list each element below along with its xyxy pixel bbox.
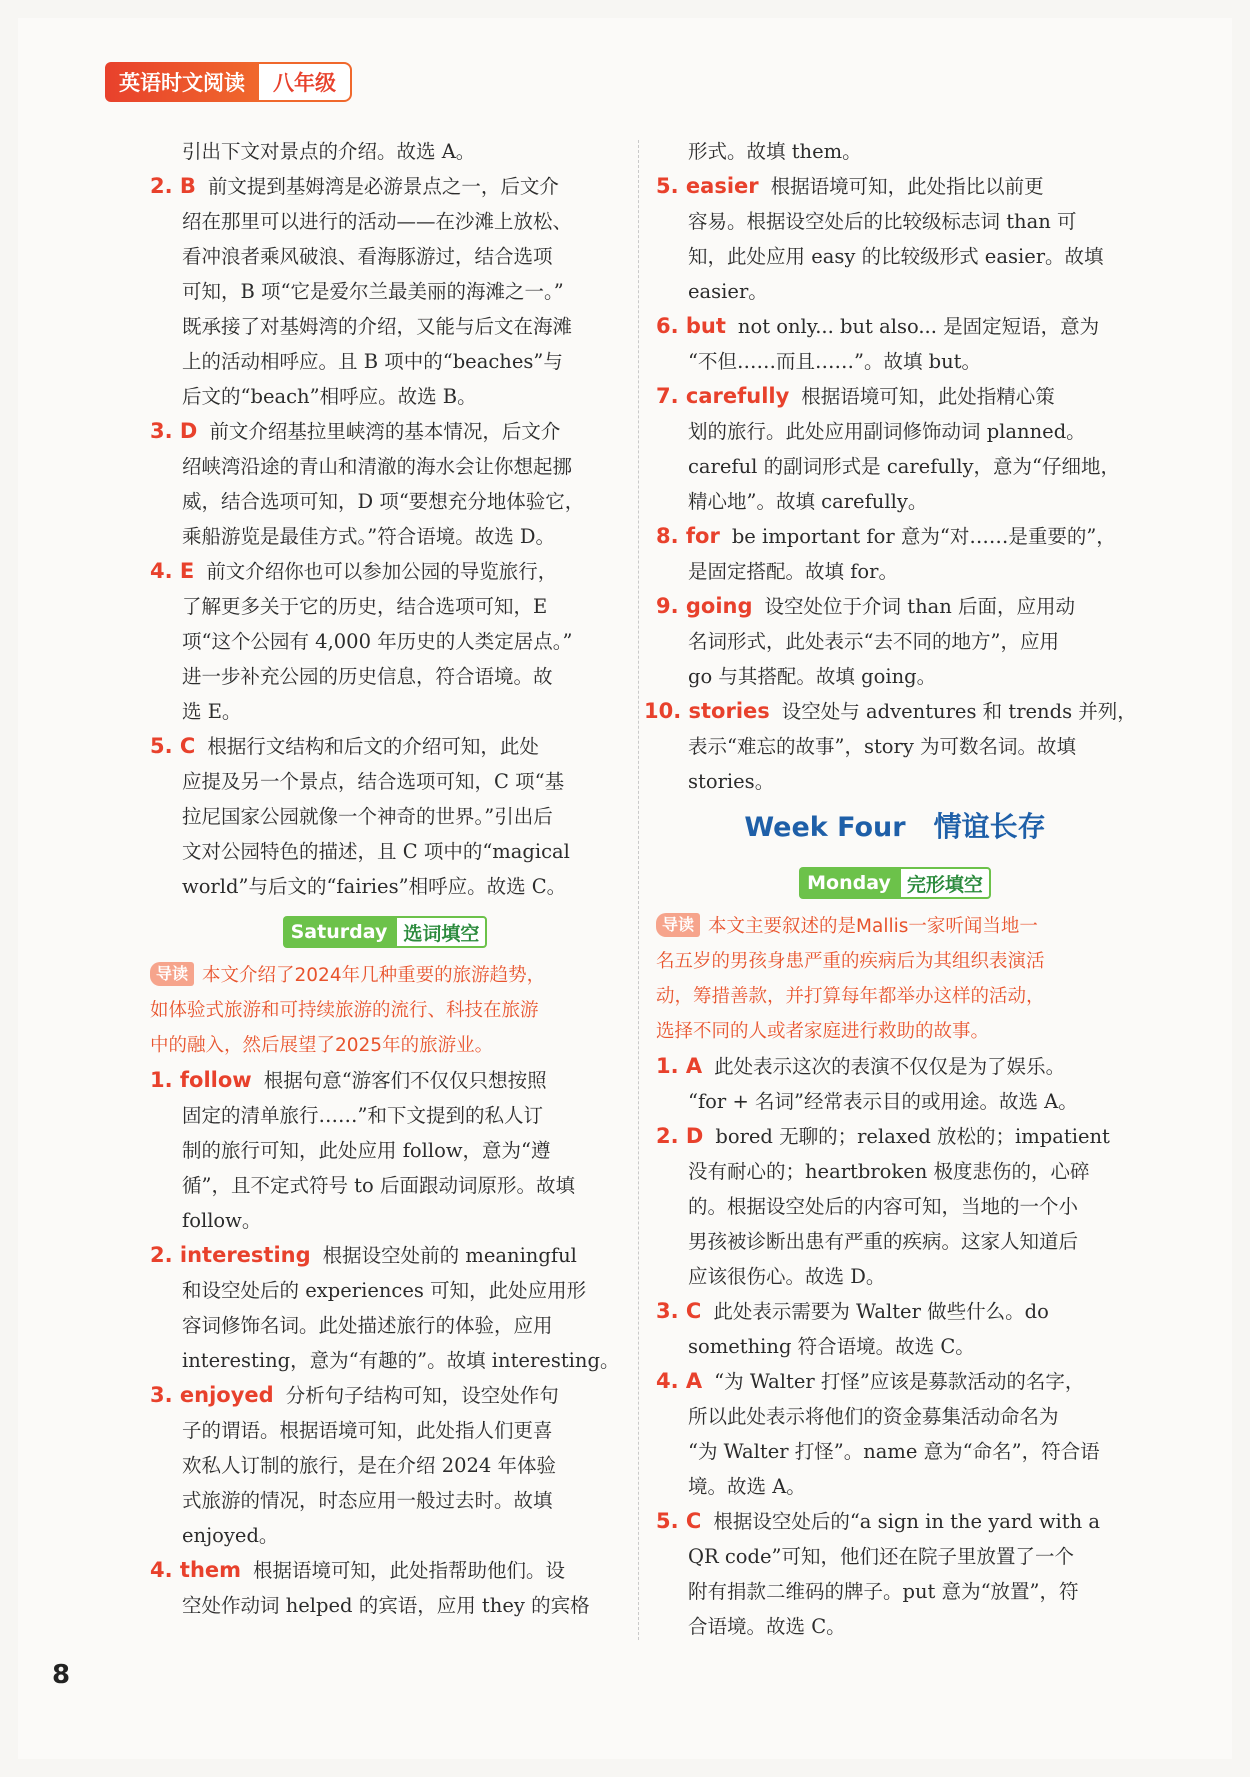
grade-label: 八年级 (259, 62, 352, 102)
answer-line: 划的旅行。此处应用副词修饰动词 planned。 (688, 420, 1086, 443)
answer-line: 表示“难忘的故事”，story 为可数名词。故填 (688, 735, 1077, 758)
book-title: 英语时文阅读 (105, 62, 259, 102)
answer-line (656, 1504, 1134, 1539)
answer-item (656, 379, 1134, 519)
answer-line: 了解更多关于它的历史，结合选项可知，E (182, 595, 548, 618)
section-heading (150, 916, 620, 948)
answer-line: enjoyed。 (182, 1524, 279, 1547)
answer-item (656, 169, 1134, 309)
answer-line: 合语境。故选 C。 (688, 1615, 846, 1638)
answer-line: interesting，意为“有趣的”。故填 interesting。 (182, 1349, 620, 1372)
answer-line (150, 169, 620, 204)
answer-number: 3. D (150, 419, 198, 443)
answer-line (644, 694, 1137, 729)
answer-line: 应提及另一个景点，结合选项可知，C 项“基 (182, 770, 565, 793)
answer-item (656, 1049, 1134, 1119)
answer-number: 1. A (656, 1054, 703, 1078)
answer-number: 1. follow (150, 1068, 252, 1092)
answer-line (150, 414, 620, 449)
answer-line: 的。根据设空处后的内容可知，当地的一个小 (688, 1195, 1079, 1218)
week-heading (656, 805, 1134, 855)
answer-line: “for + 名词”经常表示目的或用途。故选 A。 (688, 1090, 1078, 1113)
answer-text: 设空处位于介词 than 后面，应用动 (764, 595, 1076, 618)
answer-number: 3. enjoyed (150, 1383, 274, 1407)
section-heading (656, 867, 1134, 899)
answer-number: 4. A (656, 1369, 703, 1393)
answer-line: 文对公园特色的描述，且 C 项中的“magical (182, 840, 570, 863)
answer-line: 男孩被诊断出患有严重的疾病。这家人知道后 (688, 1230, 1079, 1253)
answer-text: 前文介绍你也可以参加公园的导览旅行， (206, 560, 558, 583)
answer-line: 名词形式，此处表示“去不同的地方”，应用 (688, 630, 1059, 653)
guide-line (656, 979, 1134, 1014)
answer-text: 根据语境可知，此处指帮助他们。设 (253, 1559, 566, 1582)
guide-text: 中的融入，然后展望了2025年的旅游业。 (150, 1035, 494, 1056)
guide-tag: 导读 (150, 962, 194, 986)
answer-number: 7. carefully (656, 384, 790, 408)
answer-line: 是固定搭配。故填 for。 (688, 560, 898, 583)
answer-line: 绍在那里可以进行的活动——在沙滩上放松、 (182, 210, 573, 233)
answer-text: 根据行文结构和后文的介绍可知，此处 (207, 735, 539, 758)
answer-number: 8. for (656, 524, 720, 548)
guide-text: 选择不同的人或者家庭进行救助的故事。 (656, 1021, 990, 1042)
answer-line (656, 309, 1134, 344)
page-number: 8 (52, 1660, 71, 1690)
answer-number: 5. C (150, 734, 196, 758)
guide-text: 动，筹措善款，并打算每年都举办这样的活动， (656, 986, 1045, 1007)
column-divider (638, 140, 639, 1640)
section-day: Monday (799, 867, 899, 899)
answer-number: 4. them (150, 1558, 242, 1582)
answer-number: 2. interesting (150, 1243, 311, 1267)
answer-number: 2. B (150, 174, 196, 198)
answer-text: not only... but also... 是固定短语，意为 (737, 315, 1100, 338)
answer-line (656, 1119, 1134, 1154)
answer-number: 10. stories (644, 699, 770, 723)
answer-line (656, 519, 1134, 554)
answer-item (656, 519, 1134, 589)
answer-line: 项“这个公园有 4,000 年历史的人类定居点。” (182, 630, 573, 653)
answer-item (150, 729, 620, 904)
answer-number: 5. C (656, 1509, 702, 1533)
answer-line: 进一步补充公园的历史信息，符合语境。故 (182, 665, 553, 688)
guide-line (656, 944, 1134, 979)
header-badge (105, 62, 352, 102)
answer-line: 绍峡湾沿途的青山和清澈的海水会让你想起挪 (182, 455, 573, 478)
answer-line: 附有捐款二维码的牌子。put 意为“放置”，符 (688, 1580, 1079, 1603)
answer-line: 境。故选 A。 (688, 1475, 806, 1498)
guide-line (150, 993, 620, 1028)
section-type: 完形填空 (899, 867, 991, 899)
answer-text: 设空处与 adventures 和 trends 并列， (781, 700, 1137, 723)
answer-line: 没有耐心的；heartbroken 极度悲伤的，心碎 (688, 1160, 1090, 1183)
section-tag (799, 867, 991, 899)
answer-number: 3. C (656, 1299, 702, 1323)
answer-item (656, 1294, 1134, 1364)
answer-line: 所以此处表示将他们的资金募集活动命名为 (688, 1405, 1059, 1428)
answer-item (150, 554, 620, 729)
answer-text: 前文介绍基拉里峡湾的基本情况，后文介 (209, 420, 561, 443)
answer-text: 根据设空处前的 meaningful (322, 1244, 577, 1267)
answer-item (656, 309, 1134, 379)
guide-text: 本文介绍了2024年几种重要的旅游趋势， (202, 965, 546, 986)
answer-line: 后文的“beach”相呼应。故选 B。 (182, 385, 477, 408)
answer-line: QR code”可知，他们还在院子里放置了一个 (688, 1545, 1075, 1568)
answer-line: 和设空处后的 experiences 可知，此处应用形 (182, 1279, 587, 1302)
intro-line: 形式。故填 them。 (688, 140, 862, 163)
week-title-zh: 情谊长存 (933, 810, 1046, 843)
guide-tag: 导读 (656, 913, 700, 937)
answer-text: 此处表示需要为 Walter 做些什么。do (713, 1300, 1049, 1323)
answer-item (656, 589, 1134, 694)
answer-text: “为 Walter 打怪”应该是募款活动的名字， (714, 1370, 1085, 1393)
answer-number: 9. going (656, 594, 753, 618)
answer-line (656, 1049, 1134, 1084)
answer-line: 制的旅行可知，此处应用 follow，意为“遵 (182, 1139, 551, 1162)
answer-line: careful 的副词形式是 carefully，意为“仔细地， (688, 455, 1120, 478)
answer-item (150, 414, 620, 554)
answer-line: 拉尼国家公园就像一个神奇的世界。”引出后 (182, 805, 553, 828)
answer-line (656, 169, 1134, 204)
answer-line: world”与后文的“fairies”相呼应。故选 C。 (182, 875, 567, 898)
answer-line: “为 Walter 打怪”。name 意为“命名”，符合语 (688, 1440, 1100, 1463)
answer-number: 4. E (150, 559, 195, 583)
intro-line: 引出下文对景点的介绍。故选 A。 (182, 140, 476, 163)
answer-text: 根据语境可知，此处指精心策 (801, 385, 1055, 408)
answer-item (150, 169, 620, 414)
guide-line (656, 1014, 1134, 1049)
section-tag (283, 916, 488, 948)
answer-line (150, 1238, 620, 1273)
guide-line (150, 958, 620, 993)
answer-text: 根据语境可知，此处指比以前更 (770, 175, 1044, 198)
section-day: Saturday (283, 916, 396, 948)
answer-line: 容词修饰名词。此处描述旅行的体验，应用 (182, 1314, 553, 1337)
answer-line: something 符合语境。故选 C。 (688, 1335, 975, 1358)
answer-line (656, 589, 1134, 624)
answer-line: 子的谓语。根据语境可知，此处指人们更喜 (182, 1419, 553, 1442)
answer-line: 既承接了对基姆湾的介绍，又能与后文在海滩 (182, 315, 573, 338)
answer-line: 空处作动词 helped 的宾语，应用 they 的宾格 (182, 1594, 590, 1617)
section-type: 选词填空 (395, 916, 487, 948)
week-title-en: Week Four (744, 812, 906, 843)
answer-line: 威，结合选项可知，D 项“要想充分地体验它， (182, 490, 585, 513)
guide-text: 本文主要叙述的是Mallis一家听闻当地一 (708, 916, 1038, 937)
answer-item (150, 1063, 620, 1238)
answer-text: 根据设空处后的“a sign in the yard with a (713, 1510, 1101, 1533)
answer-item (150, 1238, 620, 1378)
answer-item (150, 1553, 620, 1623)
answer-item (656, 1119, 1134, 1294)
answer-text: 分析句子结构可知，设空处作句 (285, 1384, 559, 1407)
guide-text: 名五岁的男孩身患严重的疾病后为其组织表演活 (656, 951, 1045, 972)
answer-line (150, 1553, 620, 1588)
answer-line (150, 1063, 620, 1098)
answer-line: stories。 (688, 770, 775, 793)
answer-number: 5. easier (656, 174, 759, 198)
answer-line (150, 554, 620, 589)
answer-line: easier。 (688, 280, 768, 303)
left-column (150, 134, 620, 1623)
answer-line: 欢私人订制的旅行，是在介绍 2024 年体验 (182, 1454, 557, 1477)
answer-line (150, 1378, 620, 1413)
answer-line (656, 1364, 1134, 1399)
answer-line: 固定的清单旅行……”和下文提到的私人订 (182, 1104, 543, 1127)
answer-line: 看冲浪者乘风破浪、看海豚游过，结合选项 (182, 245, 553, 268)
answer-line: follow。 (182, 1209, 262, 1232)
answer-item (656, 1364, 1134, 1504)
answer-line: go 与其搭配。故填 going。 (688, 665, 937, 688)
answer-text: 根据句意“游客们不仅仅只想按照 (263, 1069, 547, 1092)
answer-line: 应该很伤心。故选 D。 (688, 1265, 886, 1288)
answer-line: 可知，B 项“它是爱尔兰最美丽的海滩之一。” (182, 280, 564, 303)
answer-line: 精心地”。故填 carefully。 (688, 490, 928, 513)
answer-line (150, 729, 620, 764)
answer-line: 容易。根据设空处后的比较级标志词 than 可 (688, 210, 1077, 233)
answer-item (150, 1378, 620, 1553)
answer-item (656, 1504, 1134, 1644)
answer-line (656, 1294, 1134, 1329)
guide-text: 如体验式旅游和可持续旅游的流行、科技在旅游 (150, 1000, 539, 1021)
answer-text: 前文提到基姆湾是必游景点之一，后文介 (207, 175, 559, 198)
answer-line: 选 E。 (182, 700, 242, 723)
answer-line: “不但……而且……”。故填 but。 (688, 350, 982, 373)
answer-number: 6. but (656, 314, 726, 338)
answer-number: 2. D (656, 1124, 704, 1148)
answer-line: 乘船游览是最佳方式。”符合语境。故选 D。 (182, 525, 556, 548)
answer-text: be important for 意为“对……是重要的”， (731, 525, 1116, 548)
answer-item (644, 694, 1137, 799)
answer-line (656, 379, 1134, 414)
answer-text: bored 无聊的；relaxed 放松的；impatient (715, 1125, 1110, 1148)
answer-line: 式旅游的情况，时态应用一般过去时。故填 (182, 1489, 553, 1512)
answer-line: 循”，且不定式符号 to 后面跟动词原形。故填 (182, 1174, 575, 1197)
answer-text: 此处表示这次的表演不仅仅是为了娱乐。 (714, 1055, 1066, 1078)
answer-line: 知，此处应用 easy 的比较级形式 easier。故填 (688, 245, 1104, 268)
right-column (644, 134, 1137, 1644)
answer-line: 上的活动相呼应。且 B 项中的“beaches”与 (182, 350, 563, 373)
guide-line (150, 1028, 620, 1063)
guide-line (656, 909, 1134, 944)
